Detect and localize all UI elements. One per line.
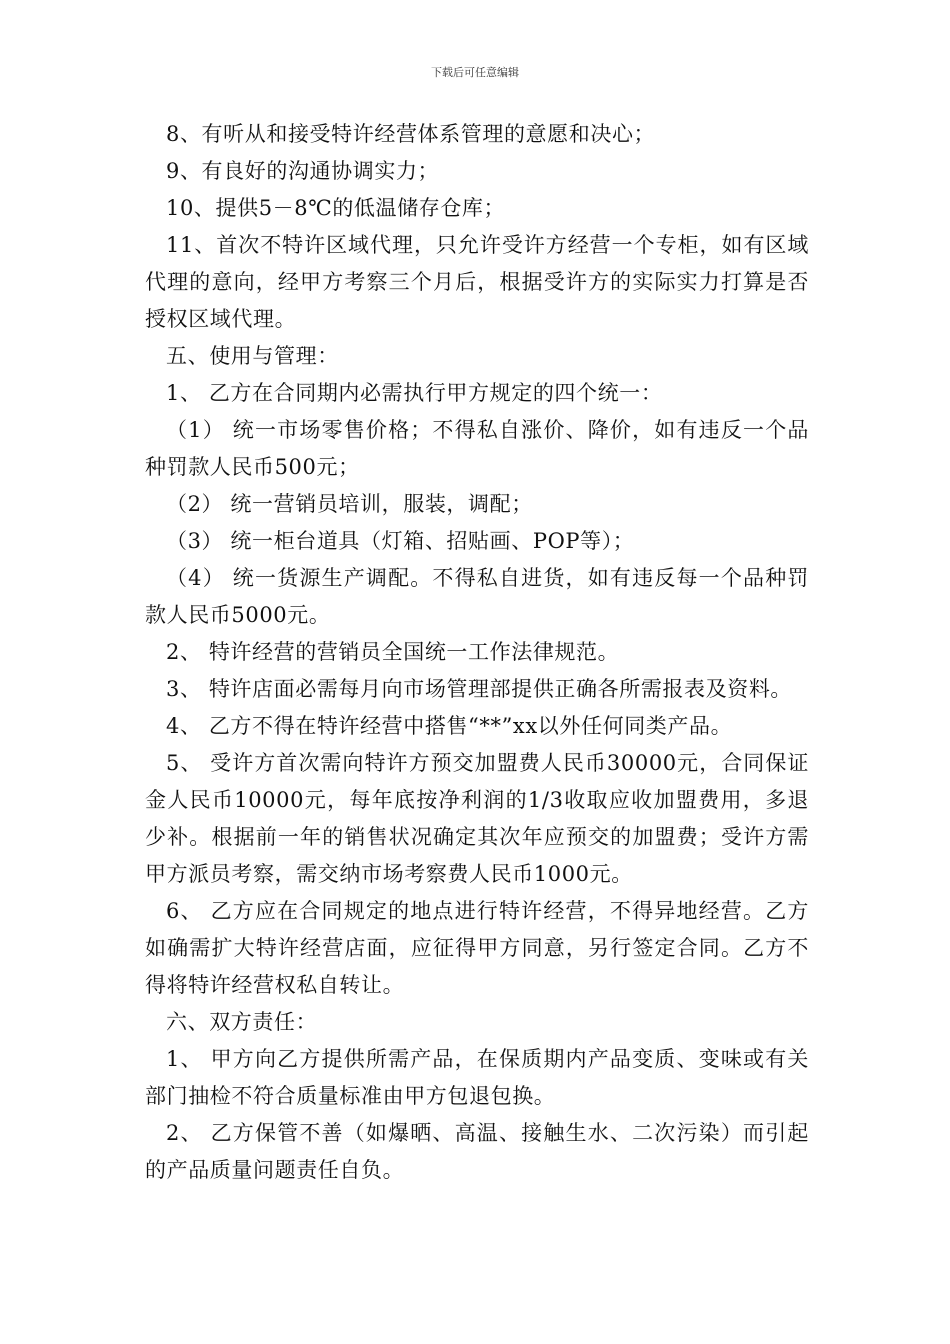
section-heading-usage-management: 五、使用与管理： <box>166 344 339 368</box>
paragraph-usage-6: 6、 乙方应在合同规定的地点进行特许经营，不得异地经营。乙方如确需扩大特许经营店面，应征得甲方同意，另行签定合同。乙方不得将特许经营权私自转让。 <box>145 899 809 997</box>
paragraph-item-10: 10、提供5－8℃的低温储存仓库； <box>166 196 506 220</box>
paragraph-usage-3: 3、 特许店面必需每月向市场管理部提供正确各所需报表及资料。 <box>166 677 793 701</box>
paragraph-unified-props: （3） 统一柜台道具（灯箱、招贴画、POP等）； <box>166 529 635 553</box>
paragraph-unified-training: （2） 统一营销员培训，服装，调配； <box>166 492 533 516</box>
paragraph-usage-2: 2、 特许经营的营销员全国统一工作法律规范。 <box>166 640 620 664</box>
paragraph-responsibility-2: 2、 乙方保管不善（如爆晒、高温、接触生水、二次污染）而引起的产品质量问题责任自负。 <box>145 1121 809 1182</box>
page-header: 下载后可任意编辑 <box>431 66 519 79</box>
paragraph-usage-1: 1、 乙方在合同期内必需执行甲方规定的四个统一： <box>166 381 663 405</box>
paragraph-unified-supply: （4） 统一货源生产调配。不得私自进货，如有违反每一个品种罚款人民币5000元。 <box>145 566 809 627</box>
paragraph-usage-4: 4、 乙方不得在特许经营中搭售“**”xx以外任何同类产品。 <box>166 714 733 738</box>
paragraph-item-8: 8、有听从和接受特许经营体系管理的意愿和决心； <box>166 122 656 146</box>
document-body <box>145 116 809 1189</box>
paragraph-unified-price: （1） 统一市场零售价格；不得私自涨价、降价，如有违反一个品种罚款人民币500元； <box>145 418 809 479</box>
paragraph-usage-5: 5、 受许方首次需向特许方预交加盟费人民币30000元，合同保证金人民币10000元，每年底按净利润的1/3收取应收加盟费用，多退少补。根据前一年的销售状况确定其次年应预交的加盟费；受许方需甲方派员考察，需交纳市场考察费人民币1000元。 <box>145 751 809 886</box>
paragraph-item-9: 9、有良好的沟通协调实力； <box>166 159 440 183</box>
paragraph-item-11: 11、首次不特许区域代理，只允许受许方经营一个专柜，如有区域代理的意向，经甲方考察三个月后，根据受许方的实际实力打算是否授权区域代理。 <box>145 233 809 331</box>
section-heading-responsibilities: 六、双方责任： <box>166 1010 318 1034</box>
paragraph-responsibility-1: 1、 甲方向乙方提供所需产品，在保质期内产品变质、变味或有关部门抽检不符合质量标准由甲方包退包换。 <box>145 1047 809 1108</box>
